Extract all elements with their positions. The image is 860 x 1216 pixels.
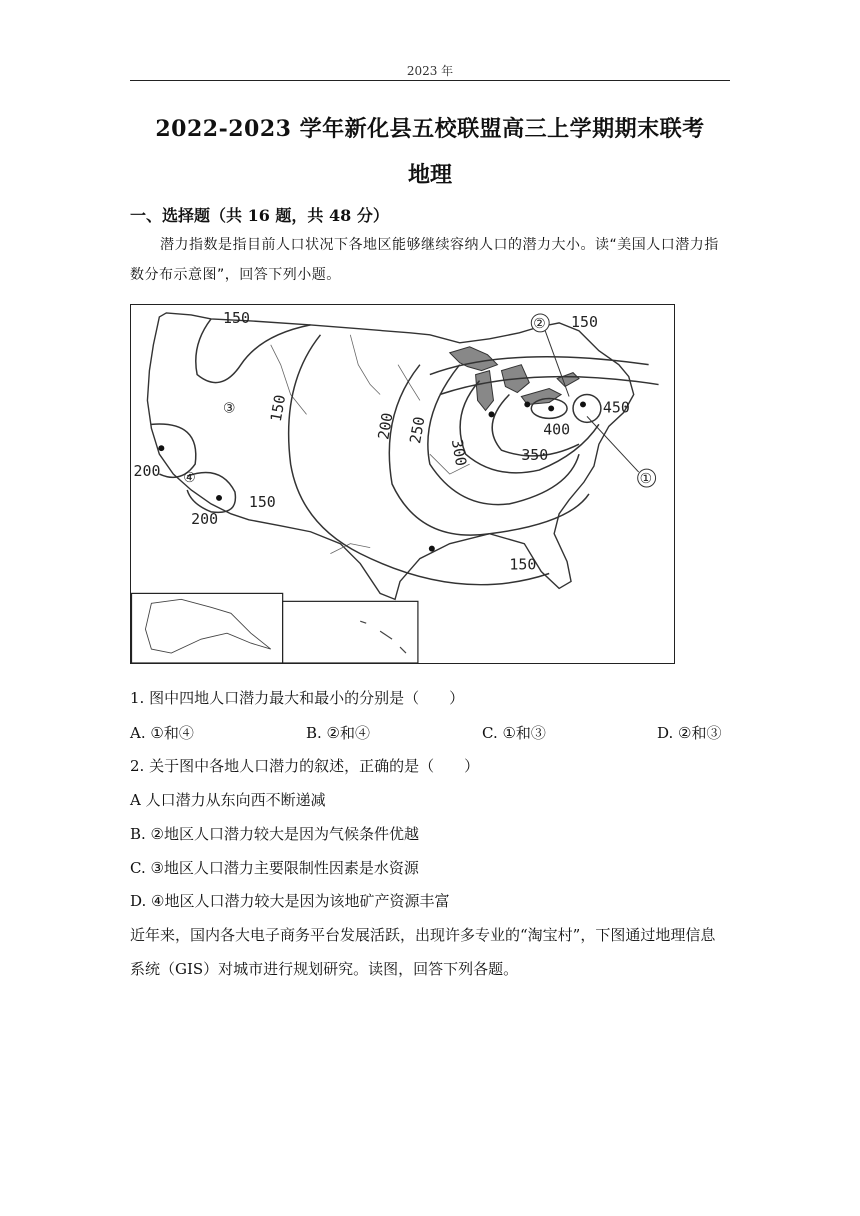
closing-paragraph: 近年来，国内各大电子商务平台发展活跃，出现许多专业的“淘宝村”，下图通过地理信息系统（GIS）对城市进行规划研究。读图，回答下列各题。 [130,926,716,978]
question-2-option-c[interactable]: C. ③地区人口潜力主要限制性因素是水资源 [130,859,419,877]
marker-4: ④ [183,470,196,487]
question-2-stem: 2. 关于图中各地人口潜力的叙述，正确的是（ ） [130,757,480,775]
subject-title: 地理 [407,162,452,188]
marker-3: ③ [223,400,236,417]
intro-paragraph: 潜力指数是指目前人口状况下各地区能够继续容纳人口的潜力大小。读“美国人口潜力指数分布示意图”，回答下列小题。 [130,237,719,283]
us-population-potential-map [130,304,675,664]
contour-label-200-west: 200 [133,462,161,481]
contour-label-150-w: 150 [266,393,290,424]
contour-label-150-ne: 150 [571,312,598,331]
exam-title: 2022-2023 学年新化县五校联盟高三上学期期末联考 [155,116,705,142]
question-2-option-b[interactable]: B. ②地区人口潜力较大是因为气候条件优越 [130,825,420,843]
contour-label-450: 450 [602,398,630,417]
map-figure [131,305,674,663]
us-outline [147,313,633,599]
contour-label-150-sw: 150 [248,492,276,511]
section-heading: 一、选择题（共 16 题，共 48 分） [130,206,389,225]
marker-1: ① [639,471,653,488]
contour-label-250: 250 [406,415,429,445]
question-2-option-d[interactable]: D. ④地区人口潜力较大是因为该地矿产资源丰富 [130,892,450,910]
contour-label-150-nw: 150 [223,308,250,327]
page-header-year: 2023 年 [406,64,454,78]
question-1-stem: 1. 图中四地人口潜力最大和最小的分别是（ ） [130,689,465,707]
contour-label-400: 400 [543,420,571,439]
contour-label-300: 300 [447,437,471,468]
question-1-option-d[interactable]: D. ②和③ [657,724,722,742]
question-2-option-a[interactable]: A 人口潜力从东向西不断递减 [130,791,326,809]
contour-label-200-sw: 200 [191,509,219,528]
header-divider [130,80,730,81]
contour-label-200-center: 200 [374,411,397,441]
contour-label-350: 350 [521,446,549,465]
question-1-option-b[interactable]: B. ②和④ [306,724,371,742]
question-1-option-c[interactable]: C. ①和③ [482,724,546,742]
question-1-option-a[interactable]: A. ①和④ [130,724,194,742]
marker-2: ② [533,315,546,332]
contour-label-150-se: 150 [509,555,537,574]
